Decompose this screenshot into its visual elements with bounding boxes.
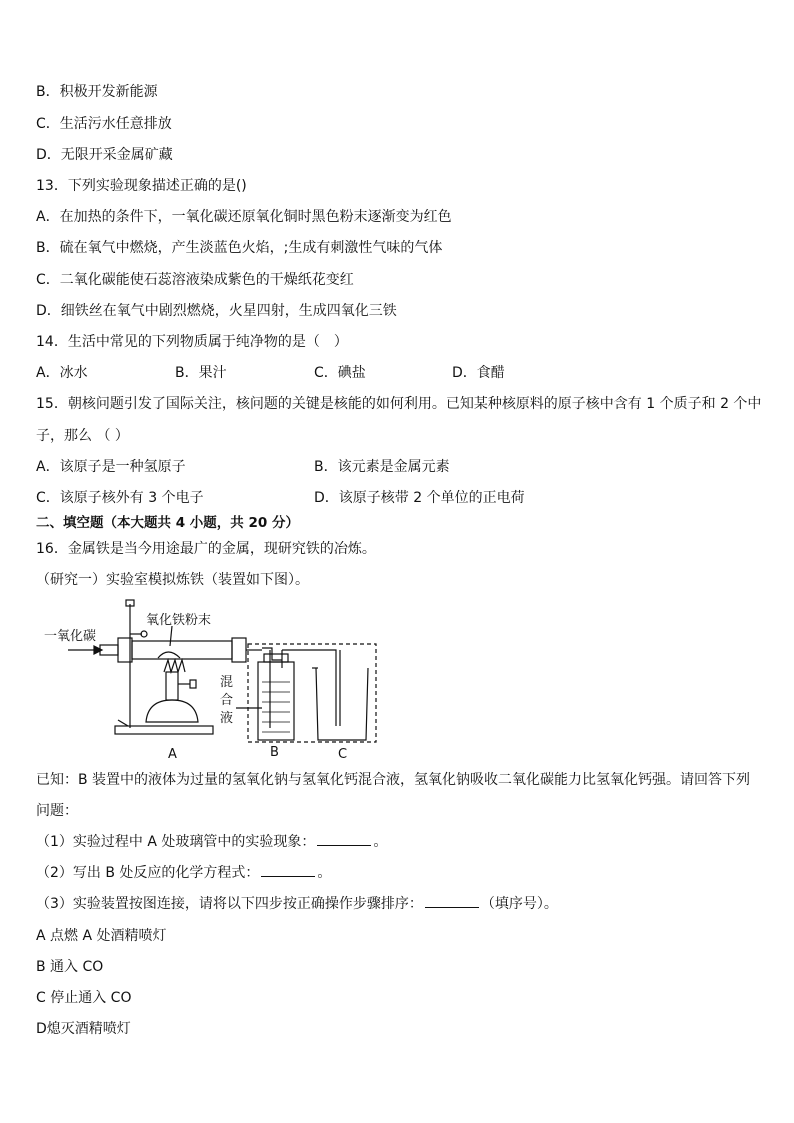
q14-option-b: B．果汁 [175, 365, 227, 381]
step-c: C 停止通入 CO [36, 990, 132, 1006]
beaker-c [316, 668, 368, 740]
step-b: B 通入 CO [36, 959, 104, 975]
iron-oxide-powder [158, 652, 180, 658]
q15-option-d: D．该原子核带 2 个单位的正电荷 [314, 490, 525, 506]
question-14: 14．生活中常见的下列物质属于纯净物的是（ ） [36, 334, 348, 350]
mixed-liquid [262, 682, 290, 732]
burner-stem [166, 672, 178, 700]
q14-option-c: C．碘盐 [314, 365, 366, 381]
q15-option-a: A．该原子是一种氢原子 [36, 459, 186, 475]
bottle-b [258, 662, 294, 740]
answer-blank-3[interactable] [425, 895, 479, 908]
burner-base [146, 700, 198, 722]
option-c-sewage: C．生活污水任意排放 [36, 116, 172, 132]
sub-question-1-end: 。 [373, 834, 388, 850]
section-2-title: 二、填空题（本大题共 4 小题，共 20 分） [36, 515, 299, 531]
answer-blank-1[interactable] [317, 833, 371, 846]
label-iron-oxide-powder: 氧化铁粉末 [146, 613, 212, 628]
question-16: 16．金属铁是当今用途最广的金属，现研究铁的冶炼。 [36, 541, 376, 557]
right-stopper [232, 638, 246, 662]
label-mixed-liquid-2: 合 [220, 693, 234, 708]
label-carbon-monoxide: 一氧化碳 [44, 629, 97, 644]
sub-question-3-end: （填序号）。 [480, 896, 558, 912]
label-apparatus-c: C [338, 747, 348, 762]
co-arrow-head [94, 646, 102, 654]
step-a: A 点燃 A 处酒精喷灯 [36, 928, 167, 944]
q15-option-c: C．该原子核外有 3 个电子 [36, 490, 204, 506]
option-d-mining: D．无限开采金属矿藏 [36, 147, 173, 163]
sub-question-3-text: （3）实验装置按图连接，请将以下四步按正确操作步骤排序： [36, 896, 423, 912]
sub-question-3 [36, 894, 558, 914]
known-conditions-line1: 已知：B 装置中的液体为过量的氢氧化钠与氢氧化钙混合液，氢氧化钠吸收二氧化碳能力比氢氧化钙强。请回答下列 [36, 772, 751, 788]
option-b-new-energy: B．积极开发新能源 [36, 84, 158, 100]
study-one-title: （研究一）实验室模拟炼铁（装置如下图）。 [36, 572, 309, 588]
label-mixed-liquid-3: 液 [220, 711, 234, 726]
sub-question-2 [36, 863, 331, 883]
question-15-line1: 15．朝核问题引发了国际关注，核问题的关键是核能的如何利用。已知某种核原料的原子核中含有 1 个质子和 2 个中 [36, 396, 762, 412]
q13-option-c: C．二氧化碳能使石蕊溶液染成紫色的干燥纸花变红 [36, 272, 354, 288]
q14-option-d: D．食醋 [452, 365, 505, 381]
glass-tube [132, 641, 232, 659]
sub-question-1 [36, 832, 387, 852]
dashed-frame-bc [248, 644, 376, 742]
q14-option-a: A．冰水 [36, 365, 88, 381]
label-apparatus-a: A [168, 747, 177, 762]
sub-question-1-text: （1）实验过程中 A 处玻璃管中的实验现象： [36, 834, 316, 850]
q13-option-d: D．细铁丝在氧气中剧烈燃烧，火星四射，生成四氧化三铁 [36, 303, 397, 319]
question-15-line2: 子，那么 （ ） [36, 428, 129, 444]
q13-option-a: A．在加热的条件下，一氧化碳还原氧化铜时黑色粉末逐渐变为红色 [36, 209, 452, 225]
step-d: D熄灭酒精喷灯 [36, 1021, 131, 1037]
bottle-b-stopper [264, 654, 288, 662]
question-13: 13．下列实验现象描述正确的是() [36, 178, 247, 194]
q13-option-b: B．硫在氧气中燃烧，产生淡蓝色火焰，;生成有刺激性气味的气体 [36, 240, 443, 256]
known-conditions-line2: 问题： [36, 803, 78, 819]
sub-question-2-text: （2）写出 B 处反应的化学方程式： [36, 865, 260, 881]
answer-blank-2[interactable] [261, 864, 315, 877]
q15-option-b: B．该元素是金属元素 [314, 459, 450, 475]
sub-question-2-end: 。 [317, 865, 332, 881]
iron-smelting-apparatus-figure [40, 598, 385, 763]
flame [164, 660, 185, 672]
label-mixed-liquid-1: 混 [220, 675, 234, 690]
label-apparatus-b: B [270, 745, 279, 760]
